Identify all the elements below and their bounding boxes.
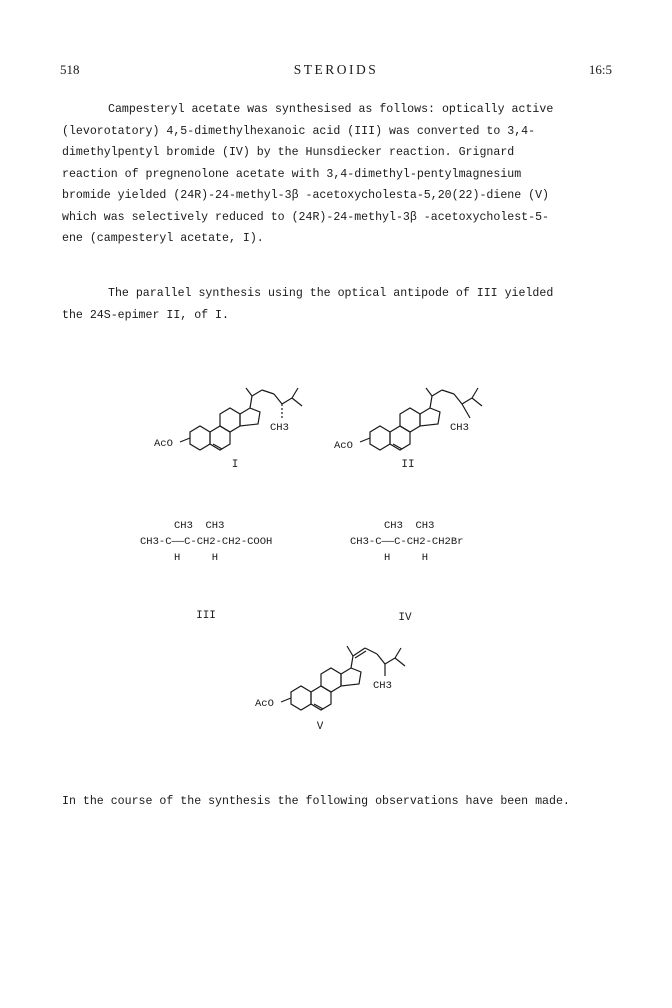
formula-bottom: H H [174, 552, 219, 564]
text-line: the 24S-epimer II, of I. [62, 308, 229, 322]
acetoxy-label-i: AcO [154, 438, 173, 450]
formula-main: CH3-C——C-CH2-CH2Br [350, 536, 464, 548]
paragraph-observations [62, 791, 627, 813]
structure-v [245, 630, 435, 720]
compound-label-iv: IV [398, 612, 412, 624]
methyl-label-v: CH3 [373, 680, 392, 692]
paragraph-synthesis [62, 99, 627, 250]
compound-label-v: V [316, 721, 324, 733]
paragraph-parallel-synthesis [62, 283, 627, 326]
compound-label-iii: III [196, 610, 216, 622]
acetoxy-label-ii: AcO [334, 440, 353, 452]
text-line: which was selectively reduced to (24R)-24-methyl-3β -acetoxycholest-5- [62, 210, 550, 224]
acetoxy-label-v: AcO [255, 698, 274, 710]
text-line: reaction of pregnenolone acetate with 3,4-dimethyl-pentylmagnesium [62, 167, 522, 181]
formula-bottom: H H [384, 552, 429, 564]
structure-ii [330, 370, 500, 460]
text-line: dimethylpentyl bromide (IV) by the Hunsdiecker reaction. Grignard [62, 146, 515, 159]
text-line: In the course of the synthesis the following observations have been made. [62, 795, 570, 808]
structure-iv [350, 520, 530, 564]
methyl-label-i: CH3 [270, 422, 289, 434]
steroid-skeleton-i [180, 388, 302, 450]
structure-i [150, 370, 320, 460]
text-line: The parallel synthesis using the optical antipode of III yielded [108, 287, 554, 300]
structure-iii [140, 520, 330, 564]
formula-top: CH3 CH3 [384, 520, 435, 532]
steroid-skeleton-v [281, 646, 405, 710]
page-number: 518 [60, 62, 80, 77]
text-line: bromide yielded (24R)-24-methyl-3β -acetoxycholesta-5,20(22)-diene (V) [62, 189, 550, 202]
steroid-skeleton-ii [360, 388, 482, 450]
compound-label-ii: II [401, 459, 415, 471]
methyl-label-ii: CH3 [450, 422, 469, 434]
compound-label-i: I [231, 459, 239, 471]
text-line: ene (campesteryl acetate, I). [62, 232, 264, 245]
running-title: STEROIDS [293, 62, 379, 77]
formula-main: CH3-C——C-CH2-CH2-COOH [140, 536, 273, 548]
section-number: 16:5 [588, 62, 612, 77]
formula-top: CH3 CH3 [174, 520, 225, 532]
text-line: (levorotatory) 4,5-dimethylhexanoic acid (III) was converted to 3,4- [62, 124, 536, 138]
text-line: Campesteryl acetate was synthesised as follows: optically active [108, 103, 554, 116]
